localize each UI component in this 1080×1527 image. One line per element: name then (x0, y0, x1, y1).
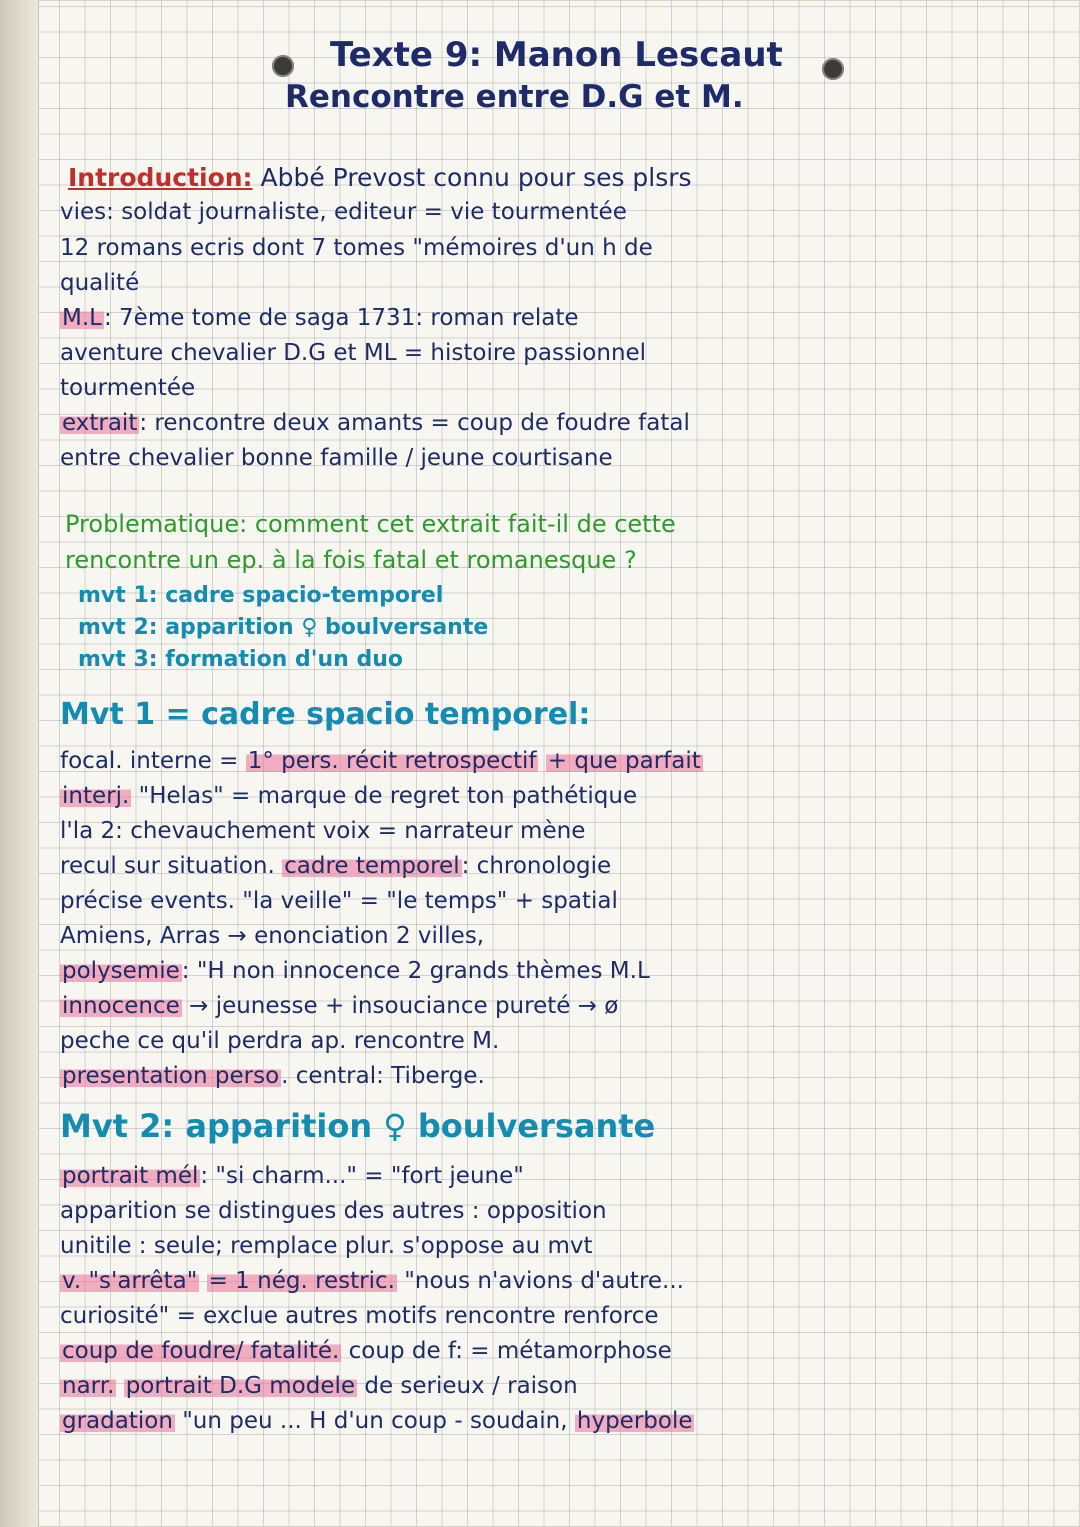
mvt2-line-4 (60, 1270, 684, 1293)
intro-line-9: entre chevalier bonne famille / jeune courtisane (60, 445, 613, 471)
mvt1-line-8 (60, 995, 618, 1018)
mvt2-line-6 (60, 1340, 672, 1363)
mvt1-hl-7a: polysemie (62, 958, 180, 984)
mvt2-hl-4b: = 1 nég. restric. (208, 1268, 395, 1294)
page-title: Texte 9: Manon Lescaut (330, 35, 783, 75)
mvt2-heading: Mvt 2: apparition ♀ boulversante (60, 1107, 656, 1145)
intro-label: Introduction: (68, 163, 253, 192)
mvt1-hl-10a: presentation perso (62, 1063, 280, 1089)
mvt1-line-4 (60, 855, 611, 878)
mvt2-line-8 (60, 1410, 694, 1433)
mvt1-text-8b: → jeunesse + insouciance pureté → ø (189, 993, 619, 1019)
ml-tag: M.L (62, 305, 102, 331)
mvt1-hl-8a: innocence (62, 993, 180, 1019)
intro-line-5 (60, 307, 579, 330)
mvt1-hl-1c: + que parfait (547, 748, 701, 774)
intro-line-7: tourmentée (60, 375, 196, 401)
mvt2-text-7c: de serieux / raison (357, 1373, 578, 1399)
mvt2-hl-4a: v. "s'arrêta" (62, 1268, 198, 1294)
intro-line-3: 12 romans ecris dont 7 tomes "mémoires d'un h de (60, 235, 653, 261)
binder-hole-right (822, 58, 844, 80)
intro-line-6: aventure chevalier D.G et ML = histoire passionnel (60, 340, 647, 366)
mvt1-hl-2a: interj. (62, 783, 130, 809)
intro-line-1 (68, 165, 692, 190)
mvt1-text-4c: : chronologie (461, 853, 612, 879)
mvt1-text-2b: "Helas" = marque de regret ton pathétique (138, 783, 638, 809)
plan-mvt-3: mvt 3: formation d'un duo (78, 647, 403, 672)
binder-hole-left (272, 55, 294, 77)
mvt2-text-4c: "nous n'avions d'autre... (396, 1268, 684, 1294)
mvt1-text-1a: focal. interne = (60, 748, 239, 774)
mvt1-hl-1b: 1° pers. récit retrospectif (247, 748, 537, 774)
mvt2-hl-1a: portrait mél (62, 1163, 199, 1189)
problematique-line-2: rencontre un ep. à la fois fatal et romanesque ? (65, 546, 637, 574)
mvt1-line-3: l'la 2: chevauchement voix = narrateur mène (60, 818, 586, 844)
plan-mvt-1: mvt 1: cadre spacio-temporel (78, 583, 444, 608)
mvt1-line-7 (60, 960, 650, 983)
intro-line-4: qualité (60, 270, 140, 296)
problematique-line-1: Problematique: comment cet extrait fait-il de cette (65, 510, 676, 538)
mvt2-line-7 (60, 1375, 578, 1398)
mvt1-line-1 (60, 750, 703, 773)
mvt1-line-10 (60, 1065, 485, 1088)
mvt2-hl-8a: gradation (62, 1408, 173, 1434)
margin-line (38, 0, 39, 1527)
plan-mvt-2: mvt 2: apparition ♀ boulversante (78, 615, 489, 640)
mvt1-text-4a: recul sur situation. (60, 853, 275, 879)
page-edge (0, 0, 38, 1527)
mvt2-hl-7a: narr. (62, 1373, 115, 1399)
mvt2-hl-8c: hyperbole (576, 1408, 693, 1434)
mvt1-text-7b: : "H non innocence 2 grands thèmes M.L (181, 958, 650, 984)
mvt2-line-5: curiosité" = exclue autres motifs rencontre renforce (60, 1303, 659, 1329)
mvt2-hl-6a: coup de foudre/ fatalité. (62, 1338, 340, 1364)
page-subtitle: Rencontre entre D.G et M. (285, 79, 744, 115)
intro-line-8 (60, 412, 690, 435)
intro-text-5: : 7ème tome de saga 1731: roman relate (103, 305, 579, 331)
intro-line-2: vies: soldat journaliste, editeur = vie tourmentée (60, 199, 627, 225)
mvt1-line-9: peche ce qu'il perdra ap. rencontre M. (60, 1028, 500, 1054)
mvt2-line-3: unitile : seule; remplace plur. s'oppose au mvt (60, 1233, 593, 1259)
mvt1-line-6: Amiens, Arras → enonciation 2 villes, (60, 923, 485, 949)
mvt2-line-1 (60, 1165, 524, 1188)
mvt2-line-2: apparition se distingues des autres : opposition (60, 1198, 607, 1224)
mvt2-hl-7b: portrait D.G modele (125, 1373, 356, 1399)
intro-text-1: Abbé Prevost connu pour ses plsrs (260, 163, 692, 192)
mvt1-heading: Mvt 1 = cadre spacio temporel: (60, 697, 591, 732)
mvt1-hl-4b: cadre temporel (284, 853, 460, 879)
mvt2-text-1b: : "si charm..." = "fort jeune" (200, 1163, 524, 1189)
mvt2-text-6b: coup de f: = métamorphose (348, 1338, 672, 1364)
mvt1-line-5: précise events. "la veille" = "le temps" + spatial (60, 888, 618, 914)
extrait-tag: extrait (62, 410, 138, 436)
mvt2-text-8b: "un peu ... H d'un coup - soudain, (174, 1408, 568, 1434)
mvt1-text-10b: . central: Tiberge. (281, 1063, 485, 1089)
intro-text-8: : rencontre deux amants = coup de foudre fatal (139, 410, 690, 436)
mvt1-line-2 (60, 785, 637, 808)
